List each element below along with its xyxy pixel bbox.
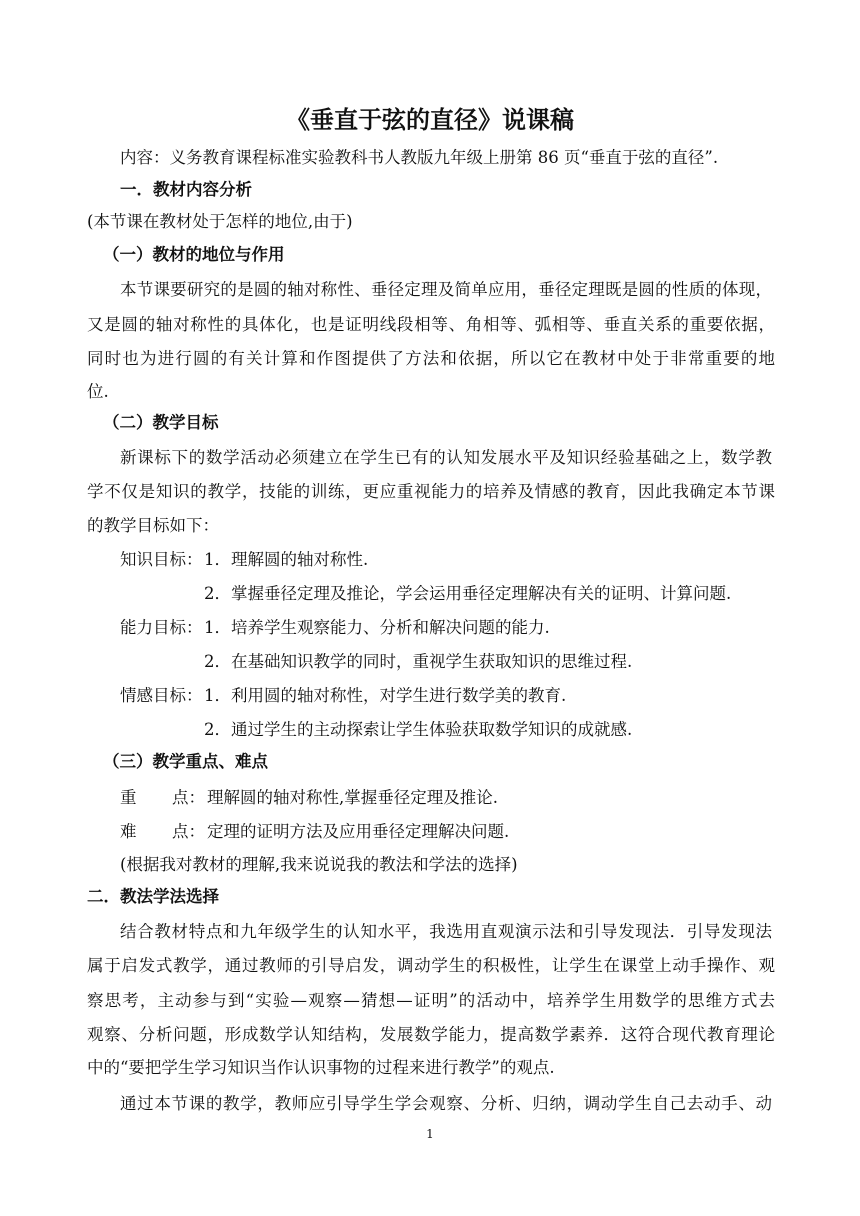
paragraph-line: 观察、分析问题，形成数学认知结构，发展数学能力，提高数学素养．这符合现代教育理论 bbox=[87, 1025, 775, 1044]
goal-item: 1．培养学生观察能力、分析和解决问题的能力. bbox=[204, 618, 550, 637]
paragraph-line: 同时也为进行圆的有关计算和作图提供了方法和依据，所以它在教材中处于非常重要的地 bbox=[87, 349, 775, 368]
paragraph-line: 的教学目标如下： bbox=[87, 516, 219, 535]
goal-item: 2．通过学生的主动探索让学生体验获取数学知识的成就感. bbox=[204, 720, 633, 739]
key-point-label: 点： bbox=[172, 788, 205, 807]
difficulty-label: 难 bbox=[120, 822, 137, 841]
goal-label-ability: 能力目标： bbox=[120, 618, 203, 637]
paragraph-line: 结合教材特点和九年级学生的认知水平，我选用直观演示法和引导发现法．引导发现法 bbox=[120, 922, 772, 941]
paragraph-line: 位. bbox=[87, 382, 109, 401]
sub1-heading: （一）教材的地位与作用 bbox=[103, 245, 285, 264]
goal-label-knowledge: 知识目标： bbox=[120, 550, 203, 569]
paragraph-line: 通过本节课的教学，教师应引导学生学会观察、分析、归纳，调动学生自己去动手、动 bbox=[120, 1094, 772, 1113]
goal-item: 2．掌握垂径定理及推论，学会运用垂径定理解决有关的证明、计算问题. bbox=[204, 584, 732, 603]
goal-label-emotion: 情感目标： bbox=[120, 686, 203, 705]
section1-note: (本节课在教材处于怎样的地位,由于) bbox=[87, 212, 353, 231]
sub3-heading: （三）教学重点、难点 bbox=[103, 752, 268, 771]
difficulty-text: 定理的证明方法及应用垂径定理解决问题. bbox=[207, 822, 510, 841]
paragraph-line: 察思考，主动参与到“实验—观察—猜想—证明”的活动中，培养学生用数学的思维方式去 bbox=[87, 991, 775, 1010]
difficulty-label: 点： bbox=[172, 822, 205, 841]
paragraph-line: 学不仅是知识的教学，技能的训练，更应重视能力的培养及情感的教育，因此我确定本节课 bbox=[87, 482, 775, 501]
paragraph-line: 新课标下的数学活动必须建立在学生已有的认知发展水平及知识经验基础之上，数学教 bbox=[120, 448, 772, 467]
key-point-label: 重 bbox=[120, 788, 137, 807]
section2-heading: 二．教法学法选择 bbox=[87, 887, 219, 906]
transition-note: (根据我对教材的理解,我来说说我的教法和学法的选择) bbox=[120, 855, 518, 874]
content-line: 内容：义务教育课程标准实验教科书人教版九年级上册第 86 页“垂直于弦的直径”. bbox=[120, 148, 719, 167]
goal-item: 1．理解圆的轴对称性. bbox=[204, 550, 369, 569]
goal-item: 1．利用圆的轴对称性，对学生进行数学美的教育. bbox=[204, 686, 567, 705]
paragraph-line: 又是圆的轴对称性的具体化，也是证明线段相等、角相等、弧相等、垂直关系的重要依据， bbox=[87, 315, 775, 334]
paragraph-line: 属于启发式教学，通过教师的引导启发，调动学生的积极性，让学生在课堂上动手操作、观 bbox=[87, 956, 775, 975]
paragraph-line: 本节课要研究的是圆的轴对称性、垂径定理及简单应用，垂径定理既是圆的性质的体现， bbox=[120, 280, 772, 299]
paragraph-line: 中的“要把学生学习知识当作认识事物的过程来进行教学”的观点. bbox=[87, 1058, 555, 1077]
key-point-text: 理解圆的轴对称性,掌握垂径定理及推论. bbox=[207, 788, 498, 807]
page-number: 1 bbox=[426, 1127, 434, 1141]
sub2-heading: （二）教学目标 bbox=[103, 413, 219, 432]
section1-heading: 一．教材内容分析 bbox=[120, 180, 252, 199]
goal-item: 2．在基础知识教学的同时，重视学生获取知识的思维过程. bbox=[204, 652, 633, 671]
document-title: 《垂直于弦的直径》说课稿 bbox=[286, 106, 574, 134]
